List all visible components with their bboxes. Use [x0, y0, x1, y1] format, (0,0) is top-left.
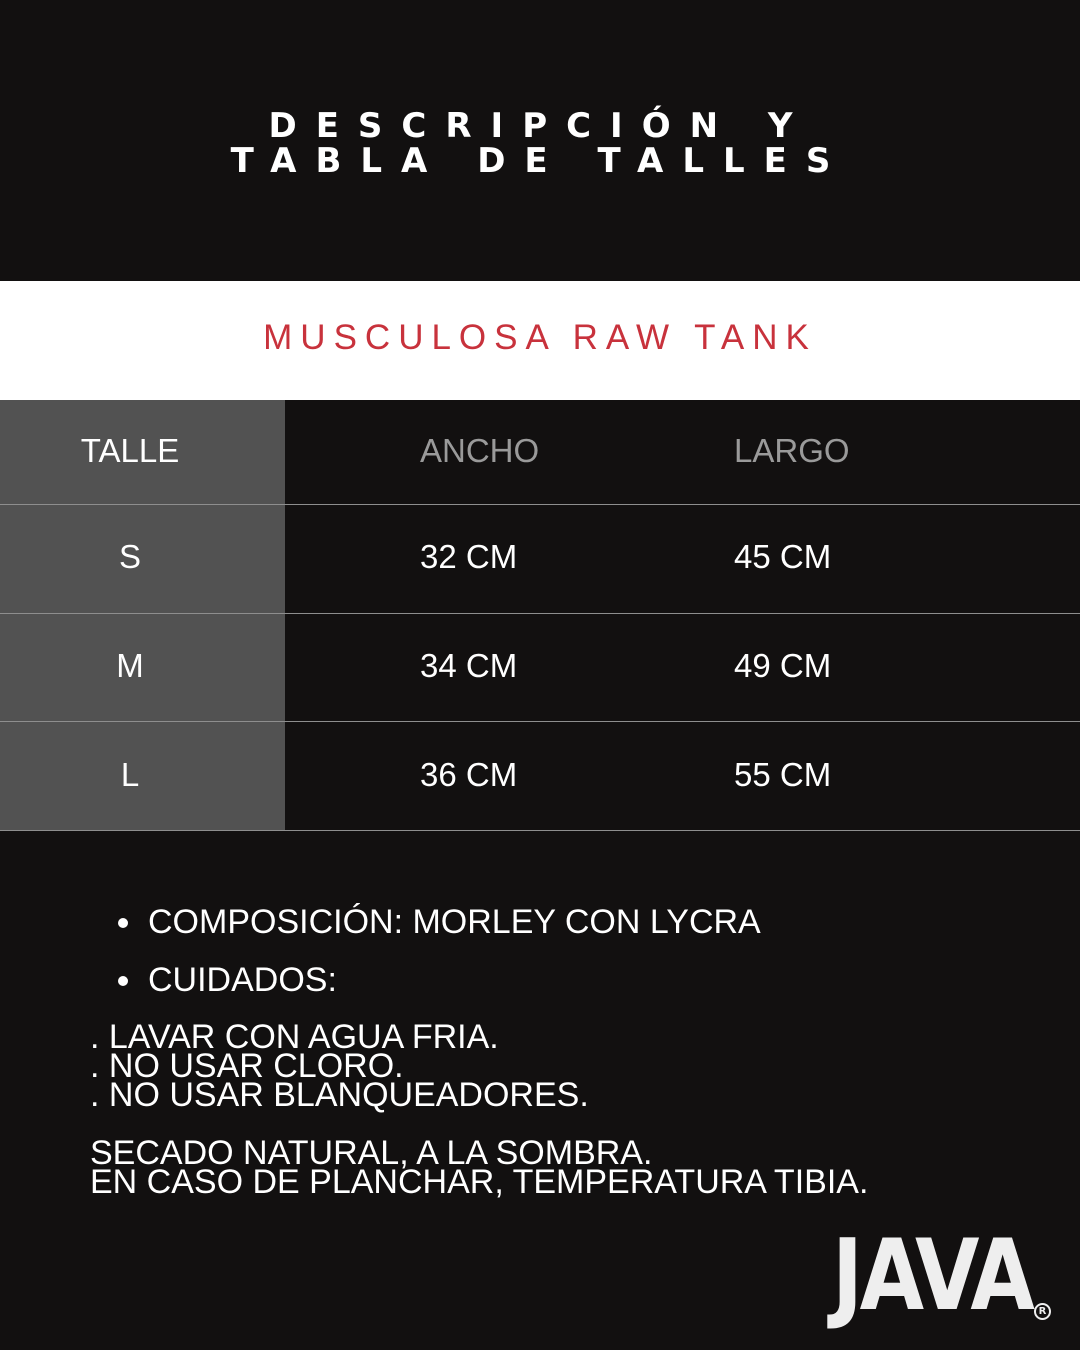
largo-cell: 45 CM	[734, 538, 832, 575]
product-name: MUSCULOSA RAW TANK	[263, 318, 817, 357]
ancho-cell: 32 CM	[420, 538, 518, 575]
column-header-ancho: ANCHO	[420, 432, 540, 469]
care-instruction: . LAVAR CON AGUA FRIA.	[90, 1018, 499, 1056]
largo-cell: 49 CM	[734, 647, 832, 684]
page-title-line-1: DESCRIPCIÓN Y	[268, 106, 812, 146]
row-divider	[0, 613, 1080, 614]
drying-instruction: SECADO NATURAL, A LA SOMBRA.	[90, 1134, 653, 1172]
row-divider	[0, 830, 1080, 831]
column-header-largo: LARGO	[734, 432, 850, 469]
bullet-icon	[118, 976, 128, 986]
header	[0, 0, 1080, 281]
brand-logo: JAVA	[832, 1219, 1032, 1333]
care-instruction: . NO USAR CLORO.	[90, 1047, 404, 1085]
registered-mark-icon: R	[1034, 1303, 1051, 1320]
column-header-talle: TALLE	[80, 432, 180, 469]
ancho-cell: 36 CM	[420, 756, 518, 793]
row-divider	[0, 504, 1080, 505]
drying-instruction: EN CASO DE PLANCHAR, TEMPERATURA TIBIA.	[90, 1163, 869, 1201]
size-cell: M	[116, 647, 144, 684]
size-cell: S	[118, 538, 141, 575]
page-title-line-2: TABLA DE TALLES	[230, 141, 850, 181]
ancho-cell: 34 CM	[420, 647, 518, 684]
row-divider	[0, 721, 1080, 722]
size-cell: L	[120, 756, 140, 793]
care-instruction: . NO USAR BLANQUEADORES.	[90, 1076, 589, 1114]
composicion-text: COMPOSICIÓN: MORLEY CON LYCRA	[148, 903, 761, 941]
cuidados-text: CUIDADOS:	[148, 961, 337, 999]
largo-cell: 55 CM	[734, 756, 832, 793]
bullet-icon	[118, 918, 128, 928]
